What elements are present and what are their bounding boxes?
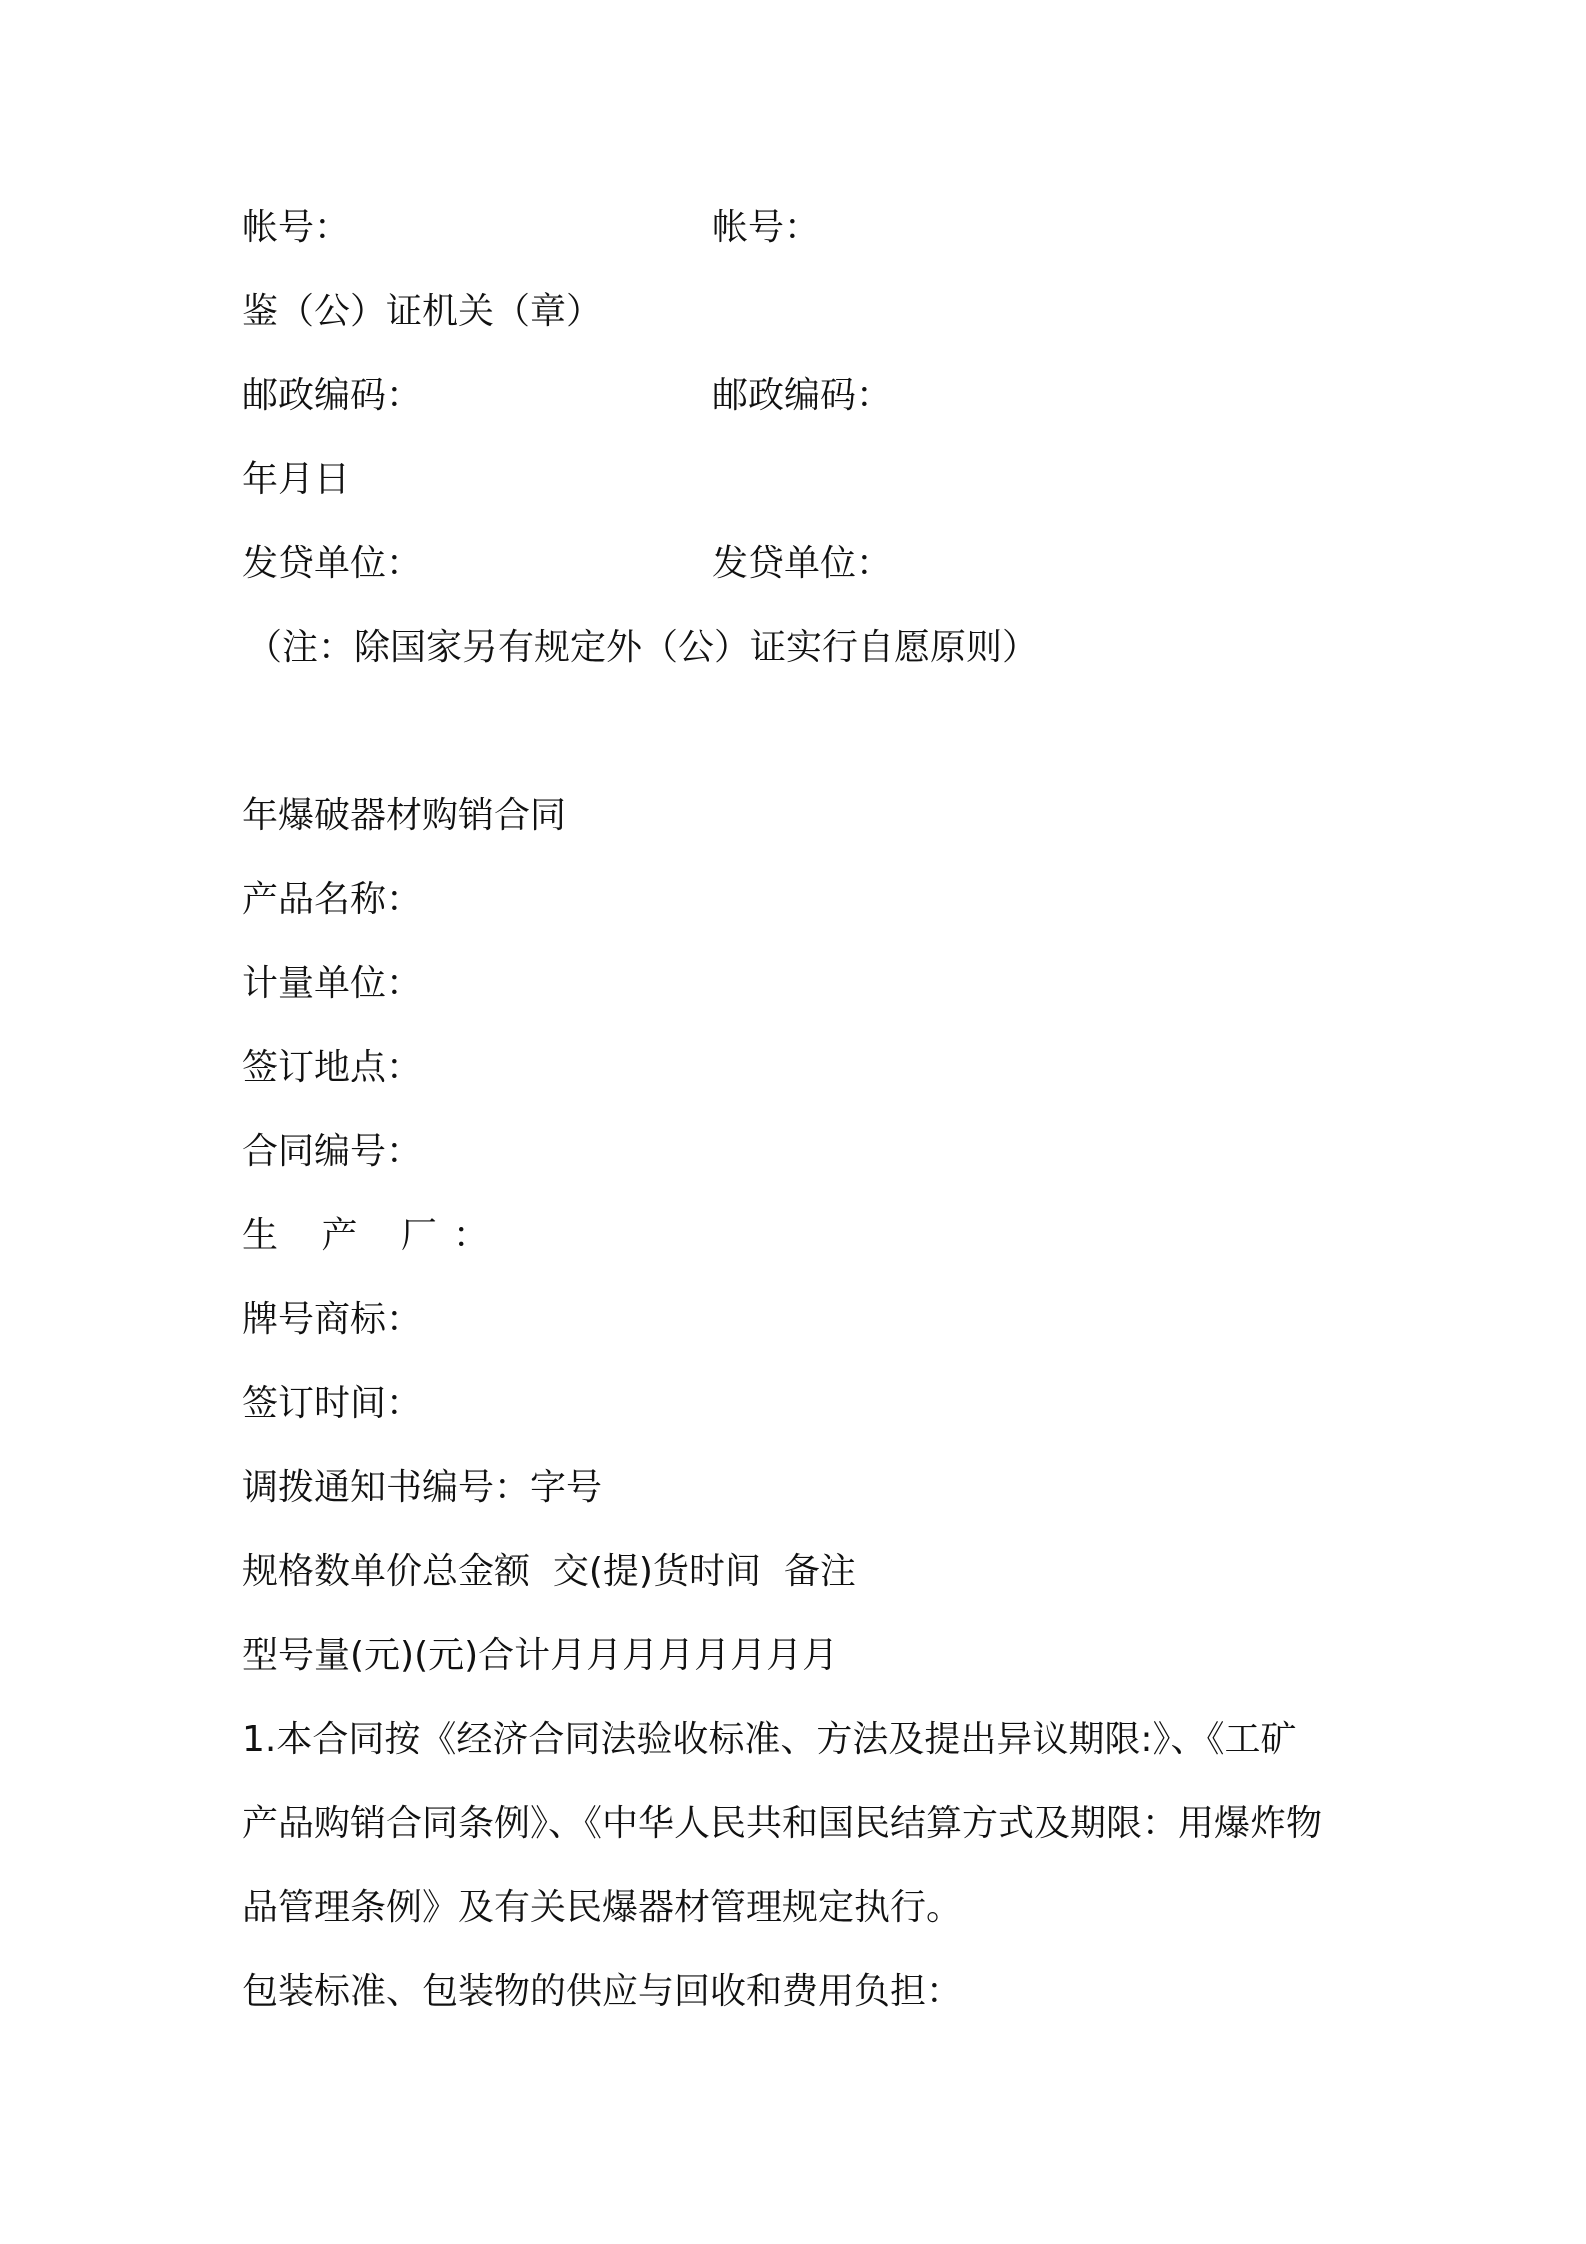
clause1-line2: 产品购销合同条例》、《中华人民共和国民结算方式及期限：用爆炸物 [242, 1803, 1323, 1844]
clause1-line3: 品管理条例》及有关民爆器材管理规定执行。 [242, 1887, 963, 1928]
product-name-line: 产品名称： [242, 879, 423, 920]
account-row [242, 204, 821, 252]
postcode-label-left: 邮政编码： [242, 375, 423, 416]
sign-time-line: 签订时间： [242, 1383, 423, 1424]
sign-place-line: 签订地点： [242, 1047, 423, 1088]
date-line: 年月日 [242, 459, 351, 500]
manufacturer-line: 生 产 厂： [242, 1215, 505, 1256]
notice-number-line: 调拨通知书编号：字号 [242, 1467, 603, 1508]
contract-title: 年爆破器材购销合同 [242, 795, 567, 836]
account-label-left: 帐号： [242, 207, 351, 248]
note-line: （注：除国家另有规定外（公）证实行自愿原则） [246, 627, 1039, 668]
postcode-label-right: 邮政编码： [712, 375, 893, 416]
notary-line: 鉴（公）证机关（章） [242, 291, 603, 332]
table-header-line-2: 型号量(元)(元)合计月月月月月月月月 [242, 1635, 839, 1676]
shipper-label-right: 发贷单位： [712, 543, 893, 584]
brand-line: 牌号商标： [242, 1299, 423, 1340]
shipper-label-left: 发贷单位： [242, 543, 423, 584]
contract-number-line: 合同编号： [242, 1131, 423, 1172]
account-label-right: 帐号： [712, 207, 821, 248]
table-header-line-1: 规格数单价总金额 交(提)货时间 备注 [242, 1551, 856, 1592]
unit-line: 计量单位： [242, 963, 423, 1004]
postcode-row [242, 372, 893, 420]
shipper-row [242, 540, 893, 588]
packaging-line: 包装标准、包装物的供应与回收和费用负担： [242, 1971, 963, 2012]
clause1-line1: 1.本合同按《经济合同法验收标准、方法及提出异议期限:》、《工矿 [242, 1719, 1297, 1760]
